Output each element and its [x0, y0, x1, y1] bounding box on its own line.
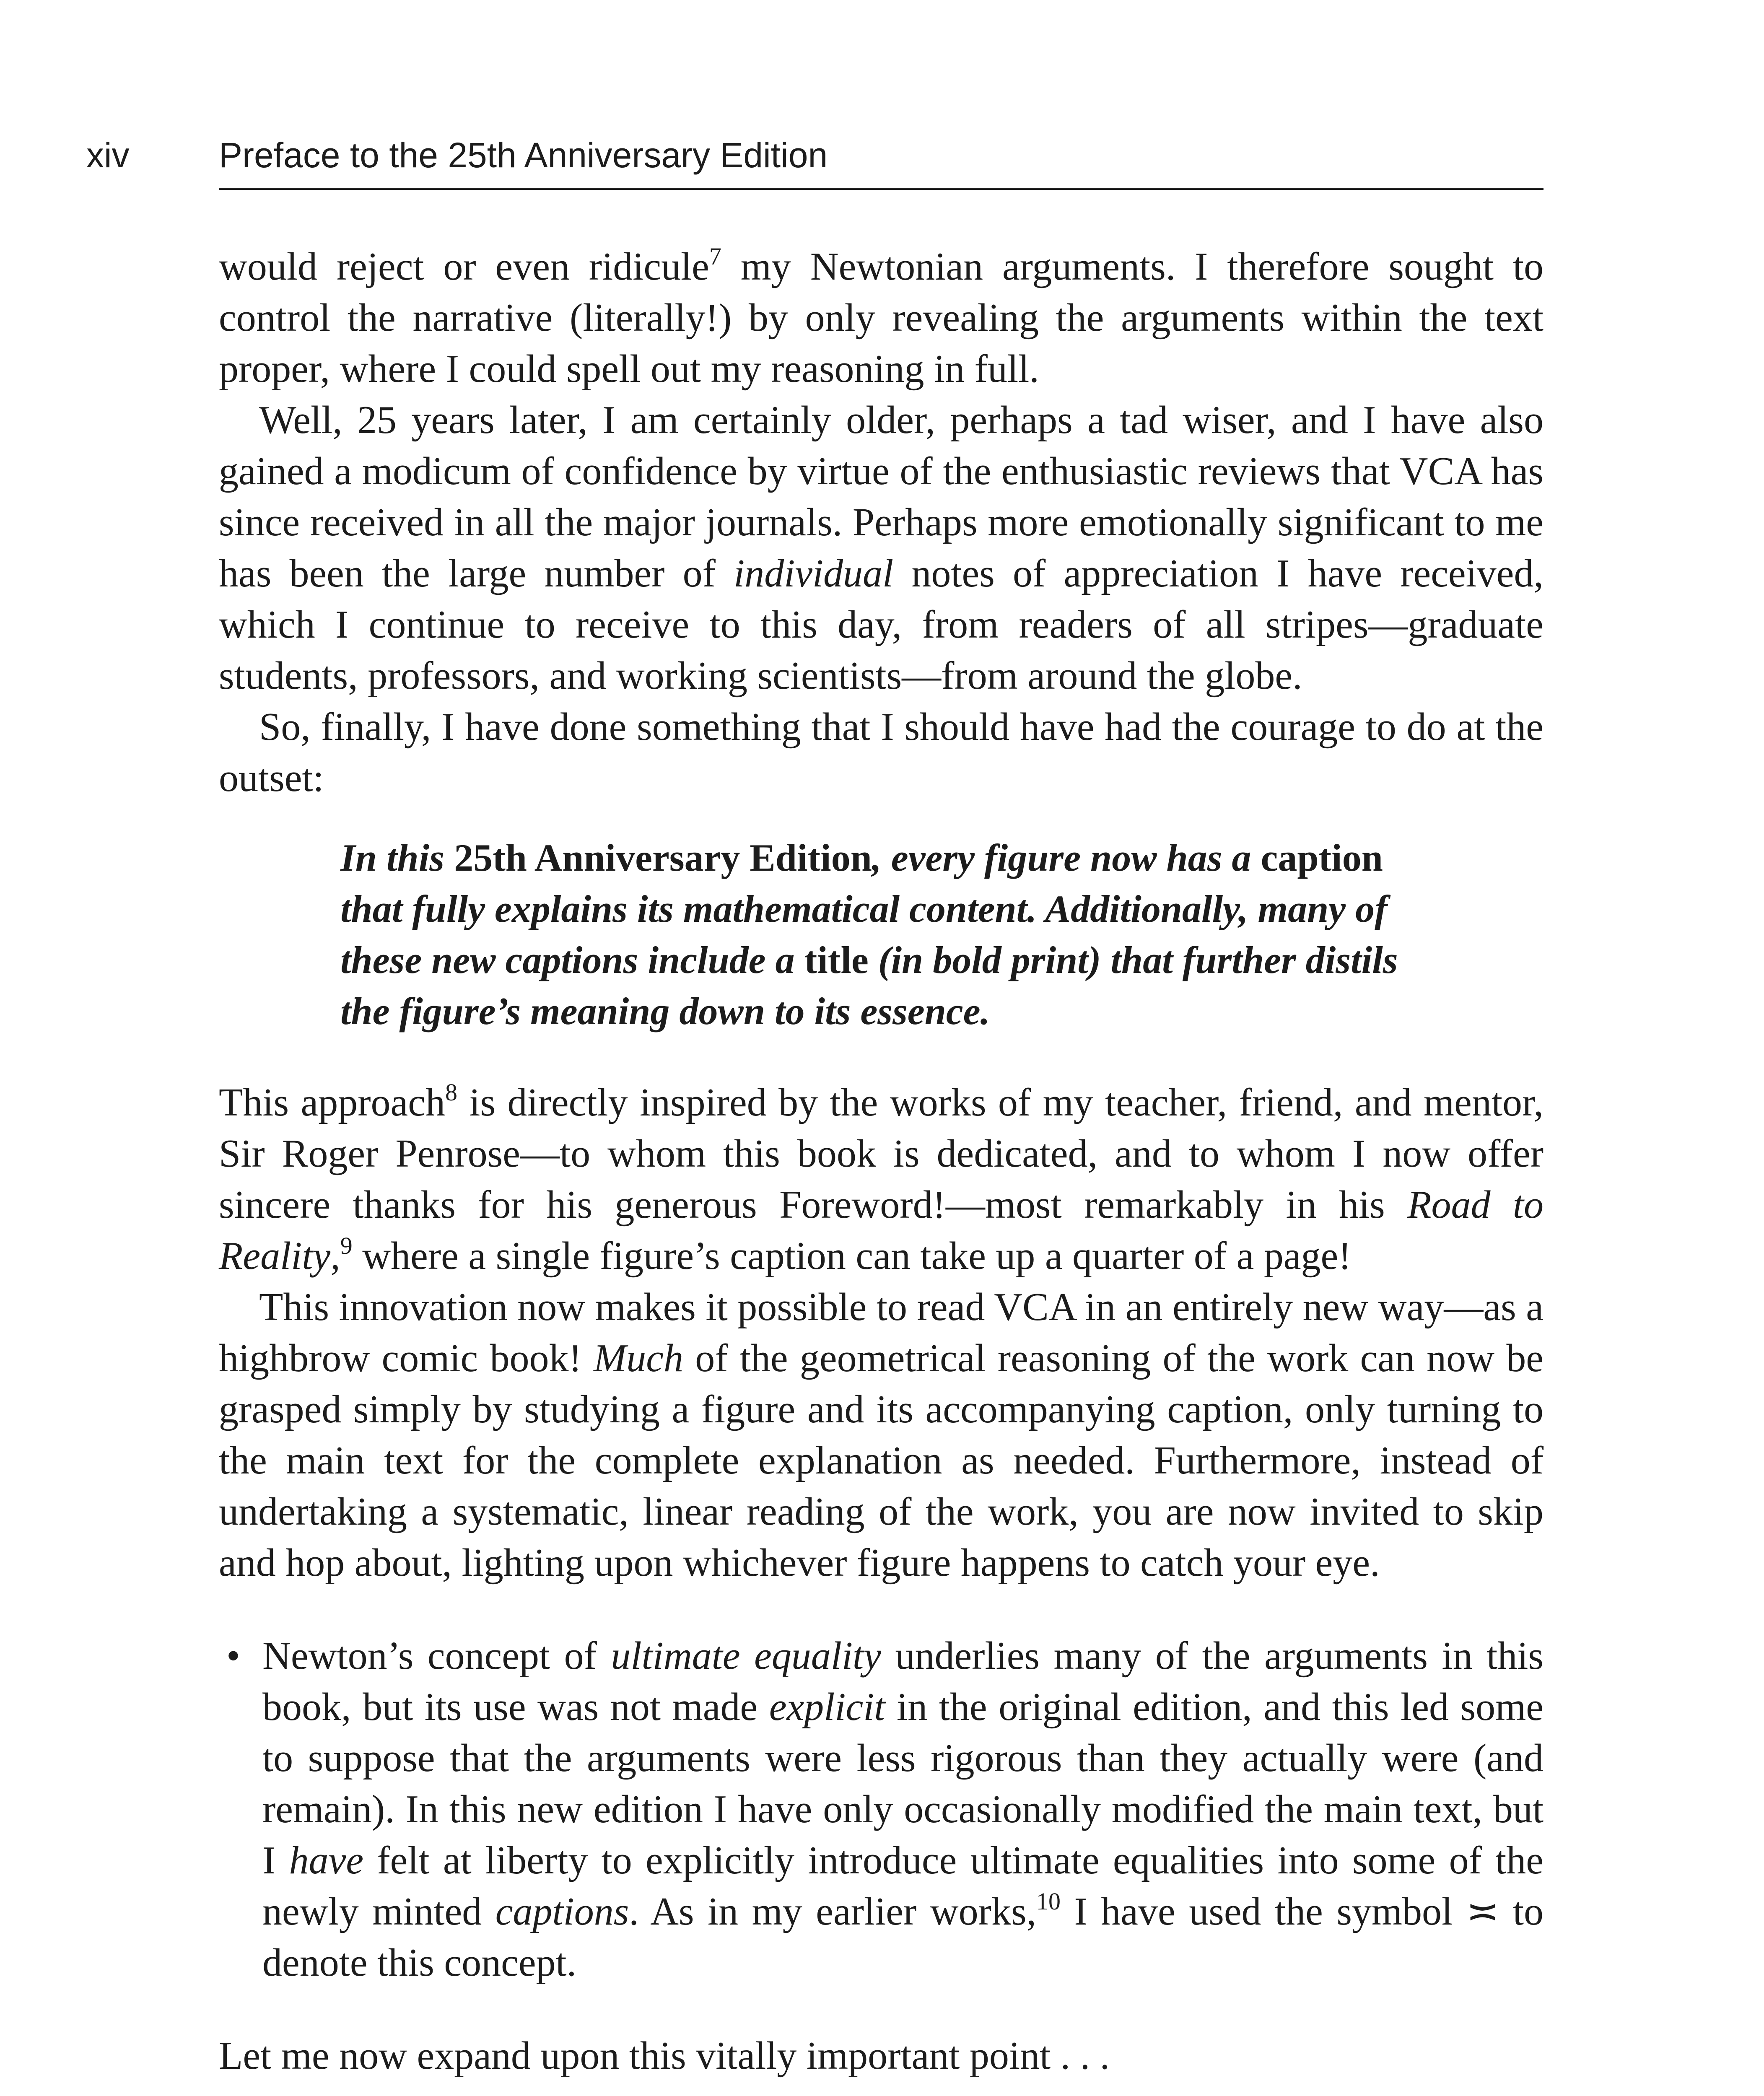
closing-paragraph: Let me now expand upon this vitally important point . . .: [219, 2034, 1110, 2078]
paragraph-2: [219, 394, 1544, 701]
bullet-icon: •: [226, 1634, 240, 1678]
quote-text-a: In this: [340, 836, 454, 879]
footnote-ref-8[interactable]: 8: [445, 1079, 457, 1106]
header-rule: [219, 188, 1544, 190]
paragraph-4-text-b: is directly inspired by the works of my teacher, friend, and mentor, Sir Roger Penrose—to whom this book is dedicated, and to whom I now offer sincere thanks for his generous Foreword!—most remarkably in his: [219, 1081, 1544, 1227]
paragraph-4: [219, 1077, 1544, 1281]
bullet-text-d: felt at liberty to explicitly introduce ultimate equalities into some of the newly minted: [262, 1839, 1544, 1933]
paragraph-1: [219, 241, 1544, 394]
quote-text-c: , every figure now has a: [872, 836, 1261, 879]
paragraph-5-emphasis: Much: [594, 1336, 684, 1380]
paragraph-4-text-a: This approach: [219, 1081, 445, 1124]
bullet-emphasis-1: ultimate equality: [611, 1634, 881, 1678]
paragraph-3: So, finally, I have done something that I should have had the courage to do at the outset:: [219, 705, 1544, 800]
book-title-road-to-reality: Road to Reality: [219, 1183, 1544, 1278]
bullet-emphasis-4: captions: [495, 1890, 629, 1933]
quote-title-word: title: [804, 939, 869, 981]
bullet-emphasis-2: explicit: [769, 1685, 885, 1729]
quote-caption-word: caption: [1261, 836, 1383, 879]
footnote-ref-10[interactable]: 10: [1036, 1888, 1061, 1915]
paragraph-4-text-d: where a single figure’s caption can take up a quarter of a page!: [352, 1234, 1352, 1278]
running-head-title: Preface to the 25th Anniversary Edition: [219, 135, 828, 175]
paragraph-2-text-b: notes of appreciation I have received, which I continue to receive to this day, from readers of all stripes—graduate students, professors, and working scientists—from around the globe.: [219, 552, 1544, 698]
page-number: xiv: [86, 135, 130, 175]
paragraph-5-text-a: This innovation now makes it possible to read VCA in an entirely new way—as a highbrow comic book!: [219, 1285, 1544, 1380]
main-text: [219, 241, 1544, 2081]
paragraph-1-text-b: my Newtonian arguments. I therefore sought to control the narrative (literally!) by only revealing the arguments within the text proper, where I could spell out my reasoning in full.: [219, 245, 1544, 391]
paragraph-4-comma: ,: [330, 1234, 340, 1278]
paragraph-2-text-a: Well, 25 years later, I am certainly older, perhaps a tad wiser, and I have also gained a modicum of confidence by virtue of the enthusiastic reviews that VCA has since received in all the major journals. Perhaps more emotionally significant to me has been the large number of: [219, 398, 1544, 595]
bullet-text-c: in the original edition, and this led some to suppose that the arguments were less rigorous than they actually were (and remain). In this new edition I have only occasionally modified the main text, but I: [262, 1685, 1544, 1882]
bullet-list: [219, 1630, 1544, 1988]
paragraph-1-text-a: would reject or even ridicule: [219, 245, 709, 288]
list-item: [219, 1630, 1544, 1988]
running-head: [86, 126, 1545, 184]
bullet-text-b: underlies many of the arguments in this book, but its use was not made: [262, 1634, 1544, 1729]
paragraph-2-emphasis: individual: [734, 552, 894, 595]
quote-text-e: that fully explains its mathematical content. Additionally, many of these new captions include a: [340, 887, 1388, 981]
paragraph-5: [219, 1281, 1544, 1588]
bullet-text-f: I have used the symbol ≍ to denote this concept.: [262, 1890, 1544, 1984]
quote-edition-name: 25th Anniversary Edition: [454, 836, 872, 879]
quote-block: [340, 832, 1418, 1037]
paragraph-5-text-b: of the geometrical reasoning of the work can now be grasped simply by studying a figure and its accompanying caption, only turning to the main text for the complete explanation as needed. Furthermore, instead of undertaking a systematic, linear reading of the work, you are now invited to skip and hop about, lighting upon whichever figure happens to catch your eye.: [219, 1336, 1544, 1585]
bullet-emphasis-3: have: [289, 1839, 364, 1882]
bullet-text-a: Newton’s concept of: [262, 1634, 611, 1678]
footnote-ref-7[interactable]: 7: [709, 243, 721, 270]
quote-text-g: (in bold print) that further distils the figure’s meaning down to its essence.: [340, 939, 1398, 1032]
footnote-ref-9[interactable]: 9: [340, 1232, 353, 1259]
bullet-text-e: . As in my earlier works,: [629, 1890, 1037, 1933]
